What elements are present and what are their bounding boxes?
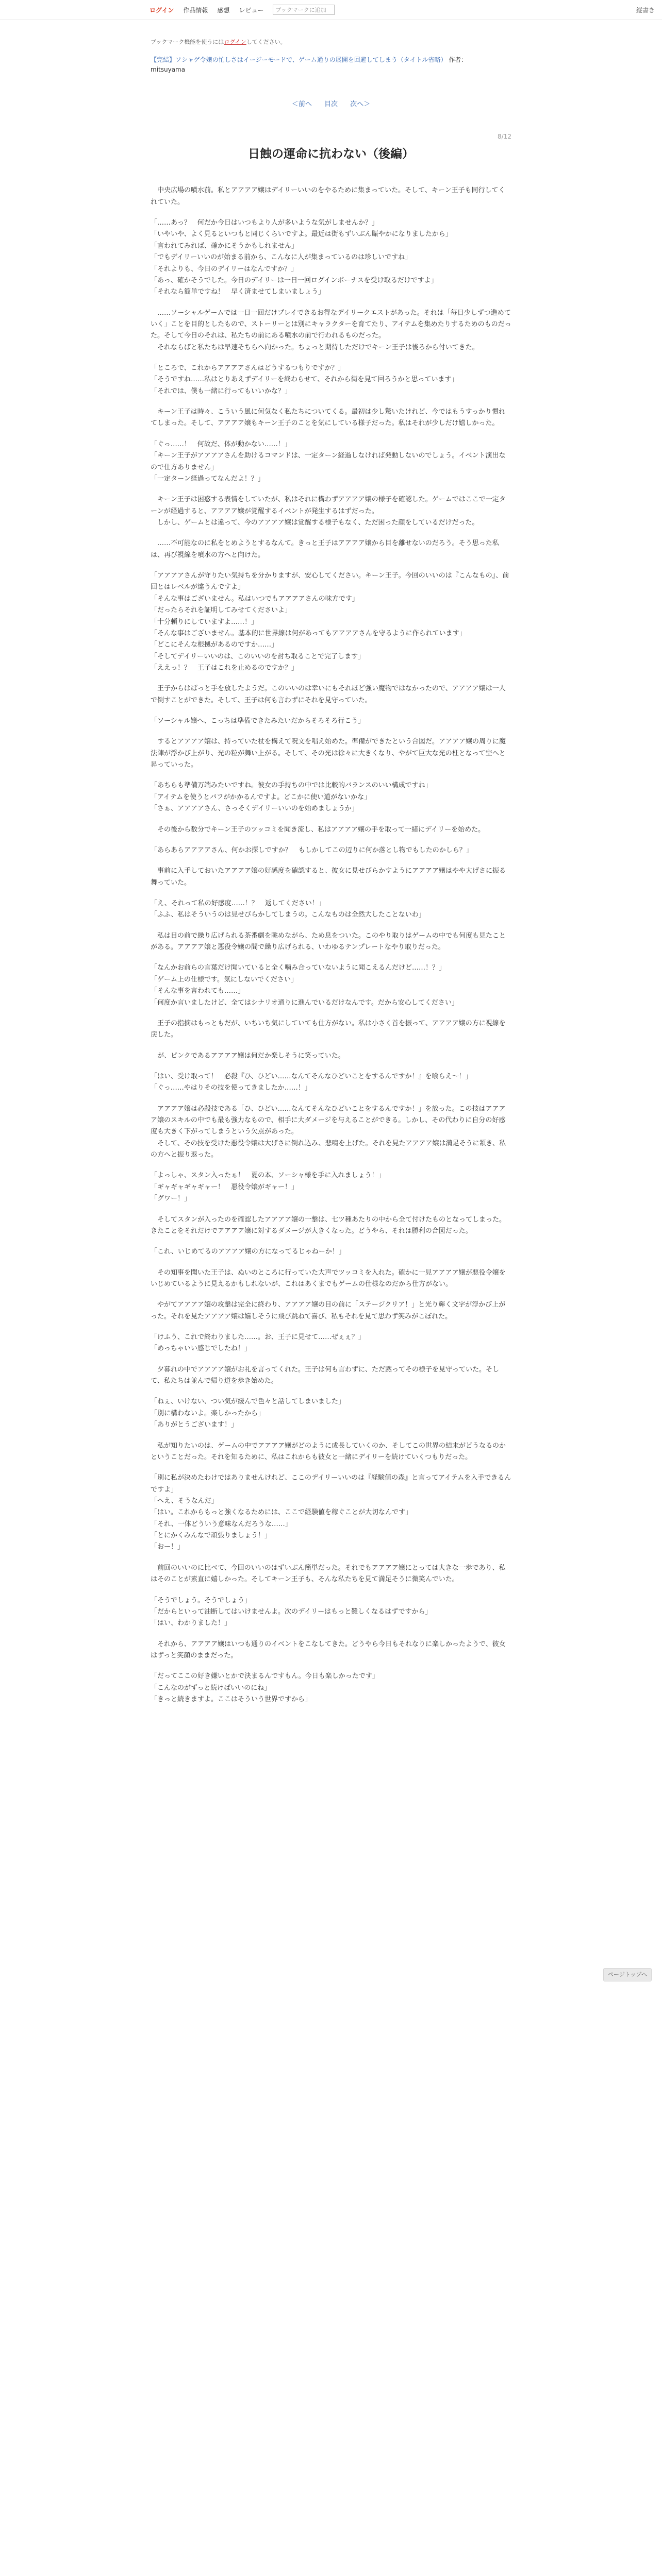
bookmark-notice: ブックマーク機能を使うにはログインしてください。 (151, 39, 286, 45)
story-paragraph: 事前に入手しておいたアアアア嬢の好感度を確認すると、彼女に見せびらかすようにアアアア嬢はやや大げさに振る舞っていた。 (151, 867, 506, 887)
story-paragraph: 「よっしゃ、スタン入ったぁ！ 夏の本、ソーシャ様を手に入れましょう！」 「ギャギャギャギャー！ 悪役令嬢がギャー！」 「グワー！」 (151, 1172, 385, 1203)
vertical-writing-toggle[interactable]: 縦書き (636, 6, 655, 14)
story-paragraph: その後から数分でキーン王子のツッコミを聞き流し、私はアアアア嬢の手を取って一緒にデイリーを始めた。 (151, 825, 485, 834)
story-paragraph: 王子の指摘はもっともだが、いちいち気にしていても仕方がない。私は小さく首を振って、アアアア嬢の方に視線を戻した。 (151, 1019, 506, 1039)
story-paragraph: 「別に私が決めたわけではありませんけれど、ここのデイリーいいのは『経験値の森』と言ってアイテムを入手できるんですよ」 「へえ、そうなんだ」 「はい。これからもっと強くなるためには、ここで経験値を稼ぐことが大切なんです」 「それ、一体どういう意味なんだろうな……」 「とにかくみんなで頑張りましょう！」 「おー！」 (151, 1474, 511, 1551)
page-top-button[interactable]: ページトップへ (603, 1968, 652, 1981)
story-body (151, 185, 511, 1705)
story-paragraph: 「なんかお前らの言葉だけ聞いていると全く噛み合っていないように聞こえるんだけど……！？」 「ゲーム上の仕様です。気にしないでください」 「そんな事を言われても……」 「何度か言いましたけど、全てはシナリオ通りに進んでいるだけなんです。だから安心してください」 (151, 964, 458, 1007)
story-paragraph: アアアア嬢は必殺技である「ひ、ひどい……なんてそんなひどいことをするんですか！」を放った。この技はアアアア嬢のスキルの中でも最も強力なもので、相手に大ダメージを与えることができる。しかし、その代わりに自分の好感度も大きく下がってしまうという欠点があった。 そして、その技を受けた悪役令嬢は大げさに倒れ込み、悲鳴を上げた。それを見たアアアア嬢は満足そうに頷き、私の方へと振り返った。 (151, 1105, 506, 1159)
nav-item-impressions[interactable]: 感想 (217, 6, 230, 14)
bookmark-button[interactable]: ブックマークに追加 (273, 5, 335, 15)
chapter-title: 日蝕の運命に抗わない（後編） (248, 147, 414, 161)
login-link[interactable]: ログイン (150, 6, 174, 14)
story-paragraph: 「ねぇ、いけない、つい気が緩んで色々と話してしまいました」 「別に構わないよ。楽しかったから」 「ありがとうございます！」 (151, 1398, 345, 1429)
story-paragraph: 「これ、いじめてるのアアアア嬢の方になってるじゃねーか！」 (151, 1248, 345, 1256)
story-paragraph: が、ピンクであるアアアア嬢は何だか楽しそうに笑っていた。 (151, 1052, 345, 1060)
story-paragraph: キーン王子は困惑する表情をしていたが、私はそれに構わずアアアア嬢の様子を確認した。ゲームではここで一定ターンが経過すると、アアアア嬢が覚醒するイベントが発生するはずだった。 しかし、ゲームとは違って、今のアアアア嬢は覚醒する様子もなく、ただ困った顔をしているだけだった。 (151, 496, 506, 527)
story-paragraph: 「だってここの好き嫌いとかで決まるんですもん。今日も楽しかったです」 「こんなのがずっと続けばいいのにね」 「きっと続きますよ。ここはそういう世界ですから」 (151, 1672, 379, 1704)
story-paragraph: 「ぐっ……！ 何故だ、体が動かない……！」 「キーン王子がアアアアさんを助けるコマンドは、一定ターン経過しなければ発動しないのでしょう。イベント演出なので仕方ありません」 「一定ターン経過ってなんだよ！？」 (151, 440, 506, 483)
chapter-counter: 8/12 (498, 133, 511, 141)
story-paragraph: 前回のいいのに比べて、今回のいいのはずいぶん簡単だった。それでもアアアア嬢にとっては大きな一歩であり、私はそのことが素直に嬉しかった。そしてキーン王子も、そんな私たちを見て満足そうに微笑んでいた。 (151, 1564, 506, 1584)
story-paragraph: それから、アアアア嬢はいつも通りのイベントをこなしてきた。どうやら今日もそれなりに楽しかったようで、彼女はずっと笑顔のままだった。 (151, 1640, 506, 1659)
story-paragraph: 「そうでしょう。そうでしょう」 「だからといって油断してはいけませんよ。次のデイリーはもっと難しくなるはずですから」 「はい、わかりました！」 (151, 1596, 432, 1628)
nav-item-review[interactable]: レビュー (239, 6, 264, 14)
table-of-contents-link[interactable]: 目次 (324, 100, 338, 109)
notice-login-link[interactable]: ログイン (224, 39, 246, 45)
story-paragraph: 「けふう、これで終わりました……。お、王子に見せて……ぜぇぇ？」 「めっちゃいい感じでしたね！」 (151, 1333, 365, 1353)
series-author: 作者：mitsuyama (151, 56, 468, 74)
story-paragraph: 私は目の前で繰り広げられる茶番劇を眺めながら、ため息をついた。このやり取りはゲームの中でも何度も見たことがある。アアアア嬢と悪役令嬢の間で繰り広げられる、いわゆるテンプレートなやり取りだった。 (151, 931, 506, 952)
story-paragraph: やがてアアアア嬢の攻撃は完全に終わり、アアアア嬢の目の前に「ステージクリア！」と光り輝く文字が浮かび上がった。それを見たアアアア嬢は嬉しそうに飛び跳ねて喜び、私もそれを見て思わず笑みがこぼれた。 (151, 1301, 506, 1320)
story-paragraph: 私が知りたいのは、ゲームの中でアアアア嬢がどのように成長していくのか、そしてこの世界の結末がどうなるのかということだった。それを知るために、私はこれからも彼女と一緒にデイリーを続けていくつもりだった。 (151, 1442, 506, 1461)
series-title[interactable] (151, 55, 481, 75)
story-paragraph: 「はい、受け取って！ 必殺『ひ、ひどい……なんてそんなひどいことをするんですか！』を喰らえ〜！」 「ぐっ……やはりその技を使ってきましたか……！」 (151, 1072, 472, 1092)
story-paragraph: 「……あっ？ 何だか今日はいつもより人が多いような気がしませんか？」 「いやいや、よく見るといつもと同じくらいですよ。最近は街もずいぶん賑やかになりましたから」 「言われてみれば、確かにそうかもしれません」 「でもデイリーいいのが始まる前から、こんなに人が集まっているのは珍しいですね」 「それよりも、今日のデイリーはなんですか？」 「あっ、確かそうでした。今日のデイリーは一日一回ログインボーナスを受け取るだけですよ」 「それなら簡単ですね！ 早く済ませてしまいましょう」 (151, 219, 452, 296)
top-navigation-bar (0, 0, 662, 20)
story-paragraph: 「あちらも準備万端みたいですね。彼女の手持ちの中では比較的バランスのいい構成ですね」 「アイテムを使うとバフがかかるんですよ。どこかに使い道がないかな」 「さぁ、アアアアさん、さっそくデイリーいいのを始めましょうか」 (151, 782, 432, 813)
story-paragraph: 「ソーシャル嬢へ、こっちは準備できたみたいだからそろそろ行こう」 (151, 717, 365, 725)
story-paragraph: そしてスタンが入ったのを確認したアアアア嬢の一撃は、七ツ種あたりの中から全て付けたものとなってしまった。きたことをそれだけでアアアア嬢に対するダメージが大きくなった。どうやら、それは勝利の合図だった。 (151, 1215, 506, 1235)
story-paragraph: 夕暮れの中でアアアア嬢がお礼を言ってくれた。王子は何も言わずに、ただ黙ってその様子を見守っていた。そして、私たちは並んで帰り道を歩き始めた。 (151, 1365, 500, 1385)
nav-item-work-info[interactable]: 作品情報 (183, 6, 208, 14)
main-content (151, 38, 511, 1705)
story-paragraph: 「あらあらアアアアさん、何かお探しですか？ もしかしてこの辺りに何か落とし物でもしたのかしら？」 (151, 846, 473, 854)
chapter-navigation (151, 98, 511, 108)
story-header (151, 133, 511, 161)
story-paragraph: 「え、それって私の好感度……！？ 返してください！」 「ふふ、私はそういうのは見せびらかしてしまうの。こんなものは全然大したことないわ」 (151, 899, 425, 919)
story-paragraph: ……ソーシャルゲームでは一日一回だけプレイできるお得なデイリークエストがあった。それは「毎日少しずつ進めていく」ことを目的としたもので、ストーリーとは別にキャラクターを育てたり、アイテムを集めたりするためのものだった。そして今日のそれは、私たちの前にある噴水の前で行われるものだった。 それならばと私たちは早速そちらへ向かった。ちょっと期待しただけでキーン王子は後ろから付いてきた。 (151, 309, 511, 351)
prev-chapter-link[interactable]: ＜前へ (291, 100, 312, 109)
story-paragraph: キーン王子は時々、こういう風に何気なく私たちについてくる。最初は少し驚いたけれど、今ではもうすっかり慣れてしまった。そして、アアアア嬢もキーン王子のことを気にしている様子だった。私はそれが少しだけ嬉しかった。 (151, 408, 505, 428)
story-paragraph: するとアアアア嬢は、持っていた杖を構えて呪文を唱え始めた。準備ができたという合図だ。アアアア嬢の周りに魔法陣が浮かび上がり、光の粒が舞い上がる。そして、その光は徐々に大きくなり、やがて巨大な光の柱となって空へと昇っていった。 (151, 738, 506, 769)
story-paragraph: 「アアアアさんが守りたい気持ちを分かりますが、安心してください。キーン王子。今回のいいのは『こんなもの』、前回とはレベルが違うんですよ」 「そんな事はございません。私はいつでもアアアアさんの味方です」 「だったらそれを証明してみせてくださいよ」 「十分頼りにしていますよ……！」 「そんな事はございません。基本的に世界線は何があってもアアアアさんを守るように作られています」 「どこにそんな根拠があるのですか……」 「そしてデイリーいいのは、このいいのを討ち取ることで完了します」 「ええっ！？ 王子はこれを止めるのですか？」 (151, 572, 509, 672)
story-paragraph: その知事を聞いた王子は、ぬいのところに行っていた大声でツッコミを入れた。確かに一見アアアア嬢が悪役令嬢をいじめているように見えるかもしれないが、これはあくまでもゲームの仕様なのだから仕方がない。 (151, 1268, 506, 1288)
story-paragraph: 「ところで、これからアアアアさんはどうするつもりですか？」 「そうですね……私はとりあえずデイリーを終わらせて、それから街を見て回ろうかと思っています」 「それでは、僕も一緒に行ってもいいかな？」 (151, 364, 458, 395)
series-title-text[interactable]: 【完結】ソシャゲ令嬢の忙しさはイージーモードで、ゲーム通りの展開を回避してしまう（タイトル省略） (151, 56, 447, 63)
story-paragraph: 中央広場の噴水前。私とアアアア嬢はデイリーいいのをやるために集まっていた。そして、キーン王子も同行してくれていた。 (151, 187, 505, 206)
story-paragraph: 王子からはぱっと手を放したようだ。このいいのは幸いにもそれほど強い魔物ではなかったので、アアアア嬢は一人で倒すことができた。そして、王子は何も言わずにそれを見守っていた。 (151, 685, 506, 704)
story-paragraph: ……不可能なのに私をとめようとするなんて。きっと王子はアアアア嬢から目を離せないのだろう。そう思った私は、再び視線を噴水の方へと向けた。 (151, 539, 499, 559)
next-chapter-link[interactable]: 次へ＞ (350, 100, 371, 109)
